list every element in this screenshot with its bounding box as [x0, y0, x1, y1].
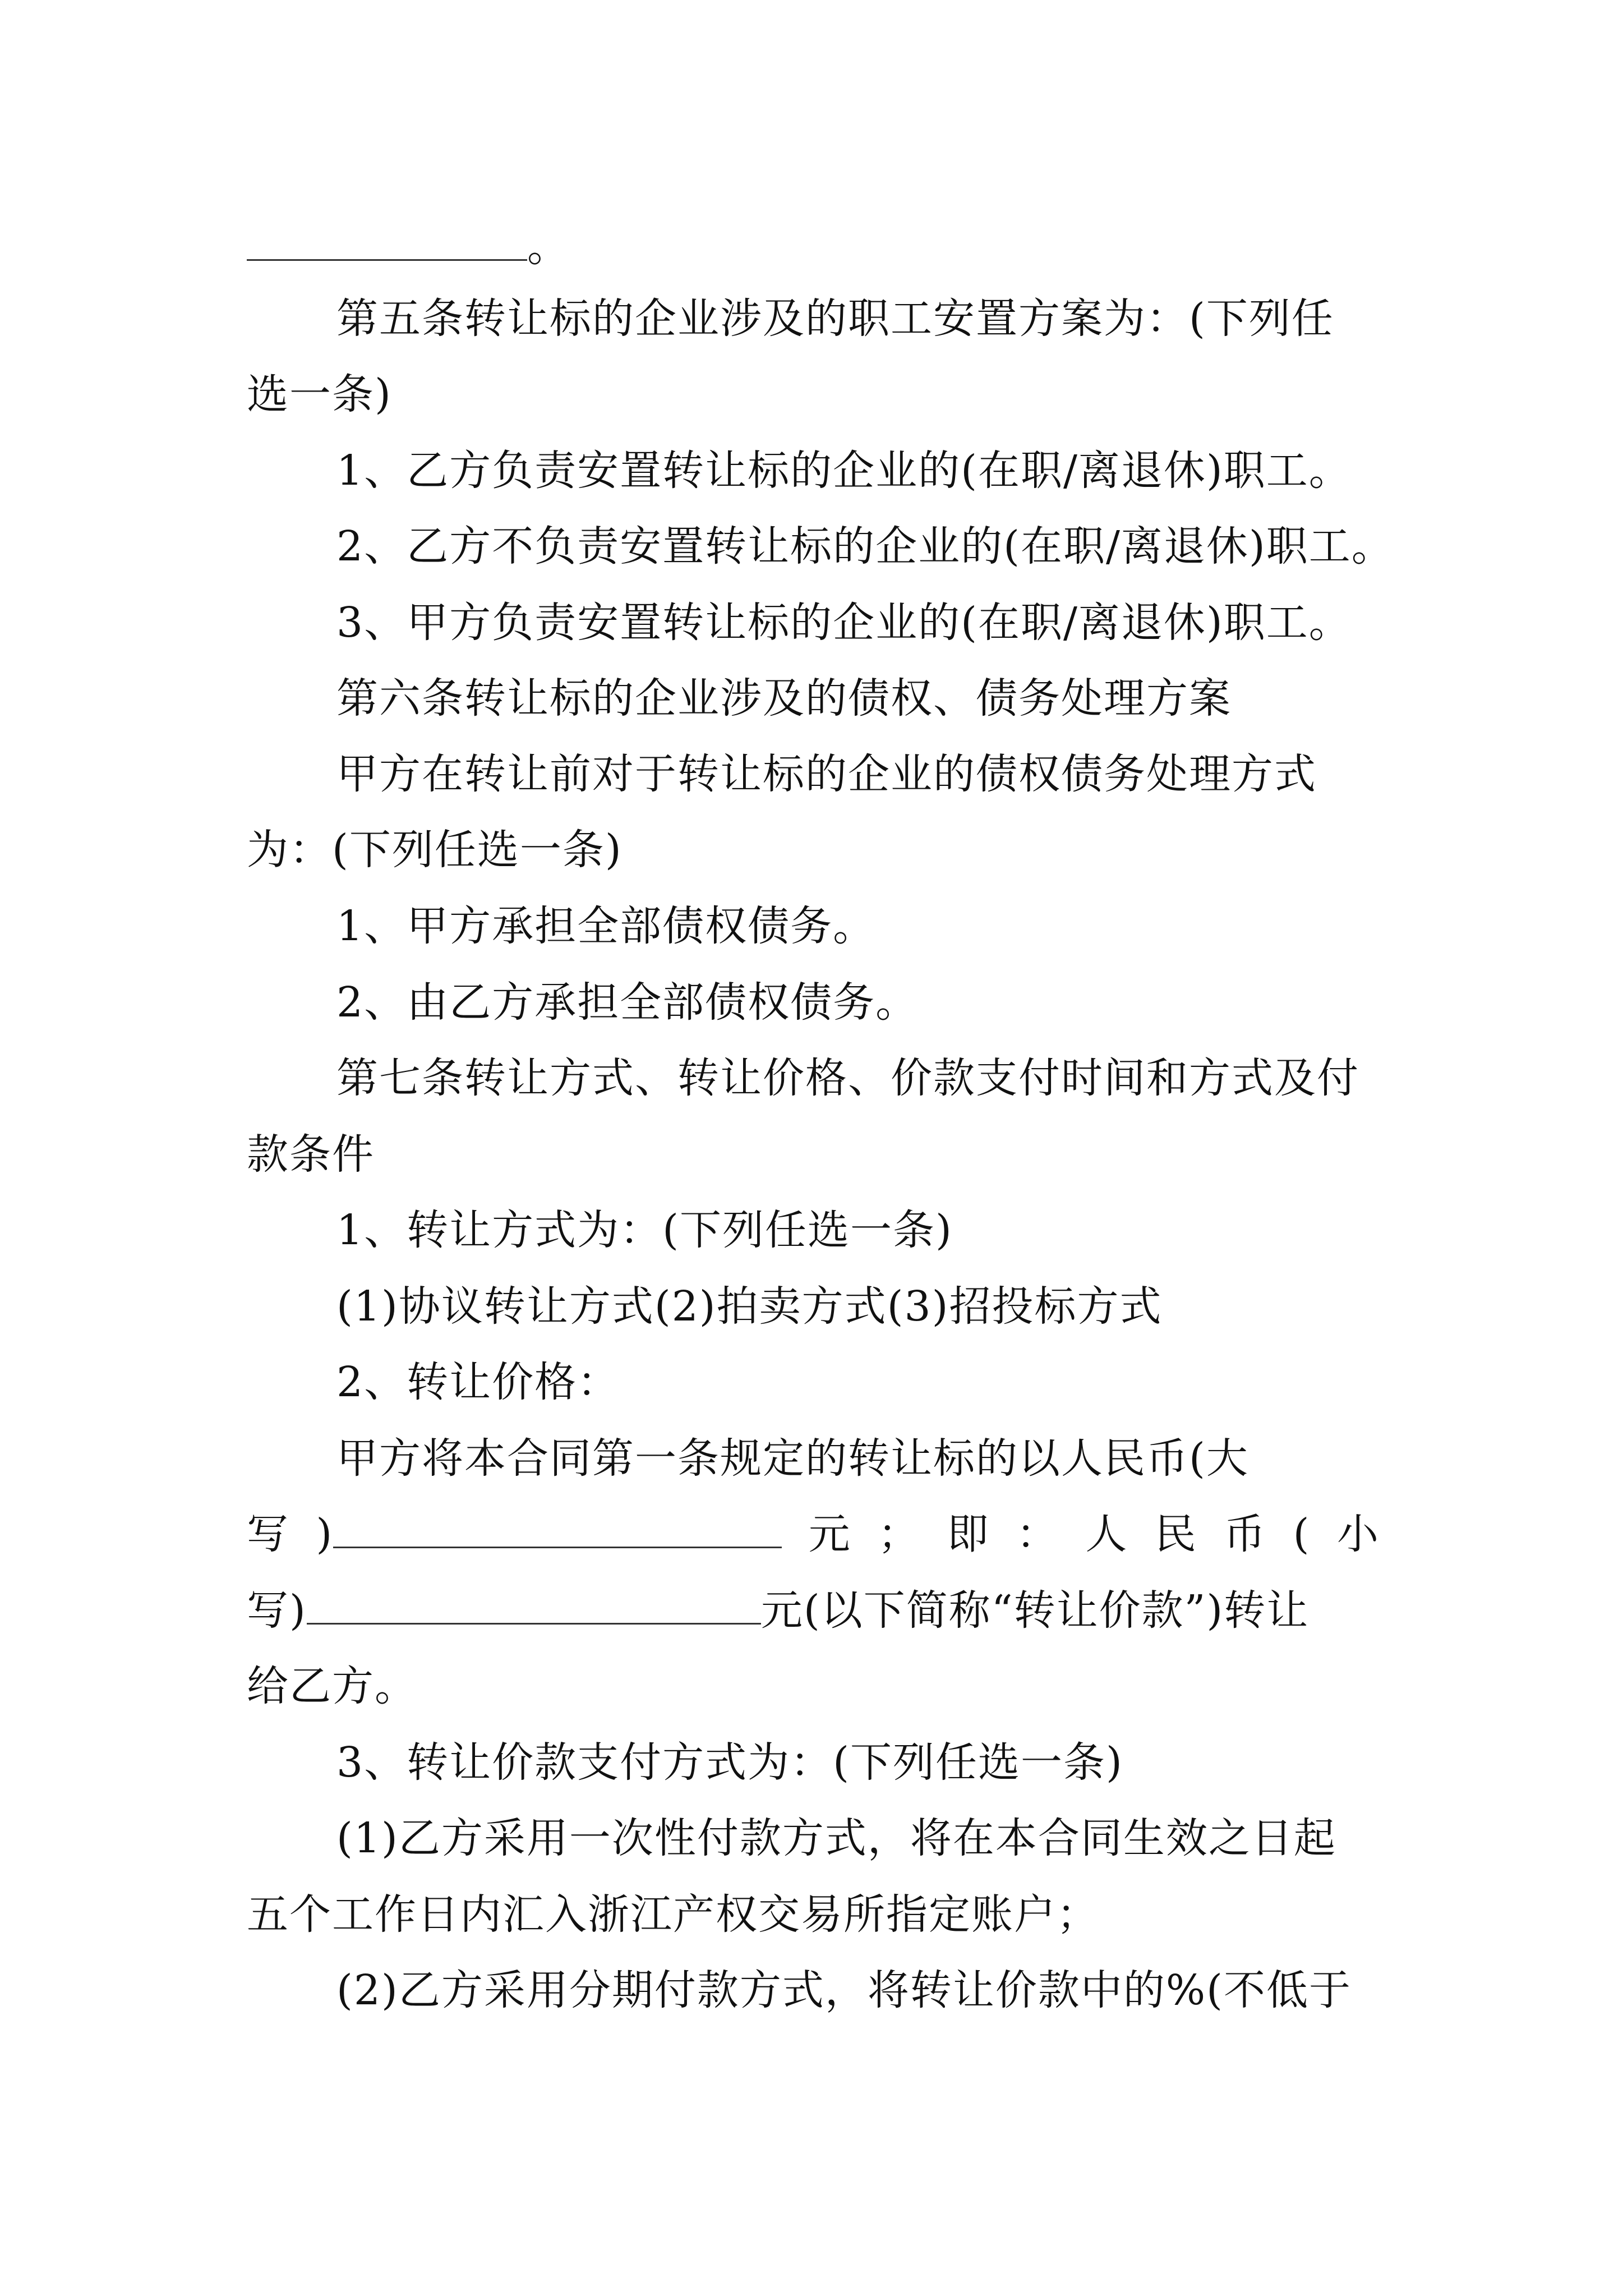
article-6-paragraph-cont: 为：(下列任选一条): [247, 826, 623, 874]
payment-option-2: (2)乙方采用分期付款方式，将转让价款中的%(不低于: [336, 1966, 1352, 2014]
line-text: ): [316, 1510, 334, 1558]
line-text: ：: [1016, 1510, 1059, 1558]
article-5-option-3: 3、甲方负责安置转让标的企业的(在职/离退休)职工。: [336, 599, 1352, 647]
price-paragraph-end: 给乙方。: [247, 1662, 417, 1710]
article-6-heading: 第六条转让标的企业涉及的债权、债务处理方案: [336, 674, 1232, 723]
transfer-method-options: (1)协议转让方式(2)拍卖方式(3)招投标方式: [336, 1282, 1163, 1331]
transfer-price-label: 2、转让价格：: [336, 1358, 620, 1406]
line-text: 写): [247, 1586, 307, 1635]
line-text: ；: [878, 1510, 921, 1558]
lowercase-amount-blank: [307, 1586, 761, 1625]
article-7-heading-cont: 款条件: [247, 1130, 375, 1179]
article-6-paragraph: 甲方在转让前对于转让标的企业的债权债务处理方式: [336, 750, 1317, 798]
article-5-heading-cont: 选一条): [247, 370, 392, 418]
payment-method-label: 3、转让价款支付方式为：(下列任选一条): [336, 1738, 1123, 1787]
doc-line-blank-end: [247, 219, 1380, 275]
article-7-heading: 第七条转让方式、转让价格、价款支付时间和方式及付: [336, 1054, 1359, 1102]
payment-option-1: (1)乙方采用一次性付款方式，将在本合同生效之日起: [336, 1814, 1336, 1862]
line-text: 。: [527, 223, 570, 271]
transfer-method-label: 1、转让方式为：(下列任选一条): [336, 1206, 953, 1254]
payment-option-1-cont: 五个工作日内汇入浙江产权交易所指定账户；: [247, 1890, 1099, 1939]
line-text: (: [1293, 1510, 1311, 1558]
line-text: 即: [947, 1510, 990, 1558]
line-text: 元(以下简称“转让价款”)转让: [760, 1586, 1310, 1635]
line-text: 人: [1085, 1510, 1128, 1558]
article-5-option-2: 2、乙方不负责安置转让标的企业的(在职/离退休)职工。: [336, 522, 1394, 570]
article-6-option-2: 2、由乙方承担全部债权债务。: [336, 978, 919, 1027]
fill-in-blank: [247, 222, 527, 261]
article-6-option-1: 1、甲方承担全部债权债务。: [336, 902, 876, 950]
line-text: 民: [1154, 1510, 1197, 1558]
transfer-price-paragraph: 甲方将本合同第一条规定的转让标的以人民币(大: [336, 1434, 1249, 1483]
uppercase-blank-group: [316, 1506, 782, 1562]
price-uppercase-line: [247, 1506, 1380, 1562]
price-lowercase-line: [247, 1582, 1380, 1639]
line-text: 小: [1336, 1510, 1380, 1558]
uppercase-amount-blank: [333, 1510, 782, 1548]
article-5-option-1: 1、乙方负责安置转让标的企业的(在职/离退休)职工。: [336, 447, 1352, 495]
line-text: 元: [808, 1510, 851, 1558]
line-text: 写: [247, 1510, 289, 1558]
line-text: 币: [1224, 1510, 1267, 1558]
article-5-heading: 第五条转让标的企业涉及的职工安置方案为：(下列任: [336, 295, 1334, 343]
